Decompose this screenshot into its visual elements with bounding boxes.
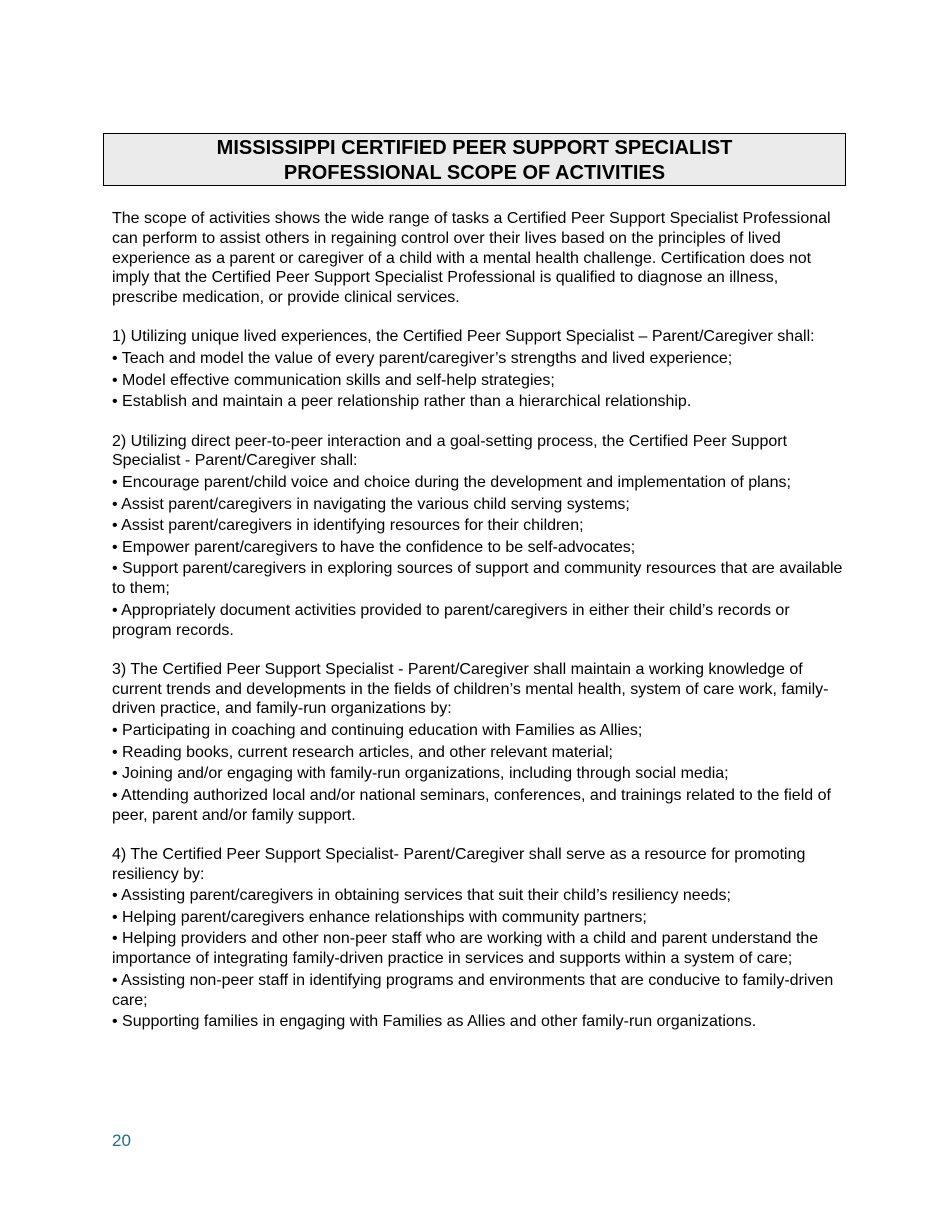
bullet-item: • Helping providers and other non-peer staff who are working with a child and parent understand the importance of integrating family-driven practice in services and supports within a system of care; [112,930,819,968]
bullet-item: • Model effective communication skills and self-help strategies; [112,371,555,389]
document-body [112,209,847,1052]
bullet-item: • Helping parent/caregivers enhance relationships with community partners; [112,908,647,926]
bullet-item: • Attending authorized local and/or national seminars, conferences, and trainings related to the field of peer, parent and/or family support. [112,786,831,824]
section-2 [112,432,847,641]
bullet-item: • Appropriately document activities provided to parent/caregivers in either their child’s records or program records. [112,601,790,639]
bullet-item: • Reading books, current research articles, and other relevant material; [112,743,613,761]
bullet-item: • Assisting non-peer staff in identifying programs and environments that are conducive to family-driven care; [112,971,834,1009]
section-heading: 4) The Certified Peer Support Specialist- Parent/Caregiver shall serve as a resource for promoting resiliency by: [112,845,806,883]
section-heading: 2) Utilizing direct peer-to-peer interaction and a goal-setting process, the Certified Peer Support Specialist - Parent/Caregiver shall: [112,432,788,470]
bullet-item: • Assist parent/caregivers in navigating the various child serving systems; [112,495,630,513]
section-heading: 1) Utilizing unique lived experiences, the Certified Peer Support Specialist – Parent/Caregiver shall: [112,328,815,346]
title-box [103,133,846,186]
bullet-item: • Participating in coaching and continuing education with Families as Allies; [112,722,643,739]
section-1 [112,327,847,412]
section-4 [112,845,847,1032]
bullet-item: • Assist parent/caregivers in identifying resources for their children; [112,517,584,535]
page-number: 20 [112,1131,131,1150]
bullet-item: • Assisting parent/caregivers in obtaining services that suit their child’s resiliency needs; [112,887,731,905]
bullet-item: • Encourage parent/child voice and choice during the development and implementation of plans; [112,473,791,491]
bullet-item: • Teach and model the value of every parent/caregiver’s strengths and lived experience; [112,350,733,368]
intro-paragraph: The scope of activities shows the wide range of tasks a Certified Peer Support Specialist Professional can perform to assist others in regaining control over their lives based on the principles of lived experience as a parent or caregiver of a child with a mental health challenge. Certification does not imply that the Certified Peer Support Specialist Professional is qualified to diagnose an illness, prescribe medication, or provide clinical services. [112,210,831,307]
title-line-2: PROFESSIONAL SCOPE OF ACTIVITIES [283,162,666,184]
title-line-1: MISSISSIPPI CERTIFIED PEER SUPPORT SPECIALIST [216,137,733,159]
bullet-item: • Joining and/or engaging with family-run organizations, including through social media; [112,765,729,783]
section-heading: 3) The Certified Peer Support Specialist - Parent/Caregiver shall maintain a working knowledge of current trends and developments in the fields of children’s mental health, system of care work, family-driven practice, and family-run organizations by: [112,660,829,718]
section-3 [112,660,847,826]
bullet-item: • Supporting families in engaging with Families as Allies and other family-run organizations. [112,1013,757,1031]
bullet-item: • Empower parent/caregivers to have the confidence to be self-advocates; [112,538,636,556]
bullet-item: • Support parent/caregivers in exploring sources of support and community resources that are available to them; [112,560,843,598]
bullet-item: • Establish and maintain a peer relationship rather than a hierarchical relationship. [112,393,692,411]
